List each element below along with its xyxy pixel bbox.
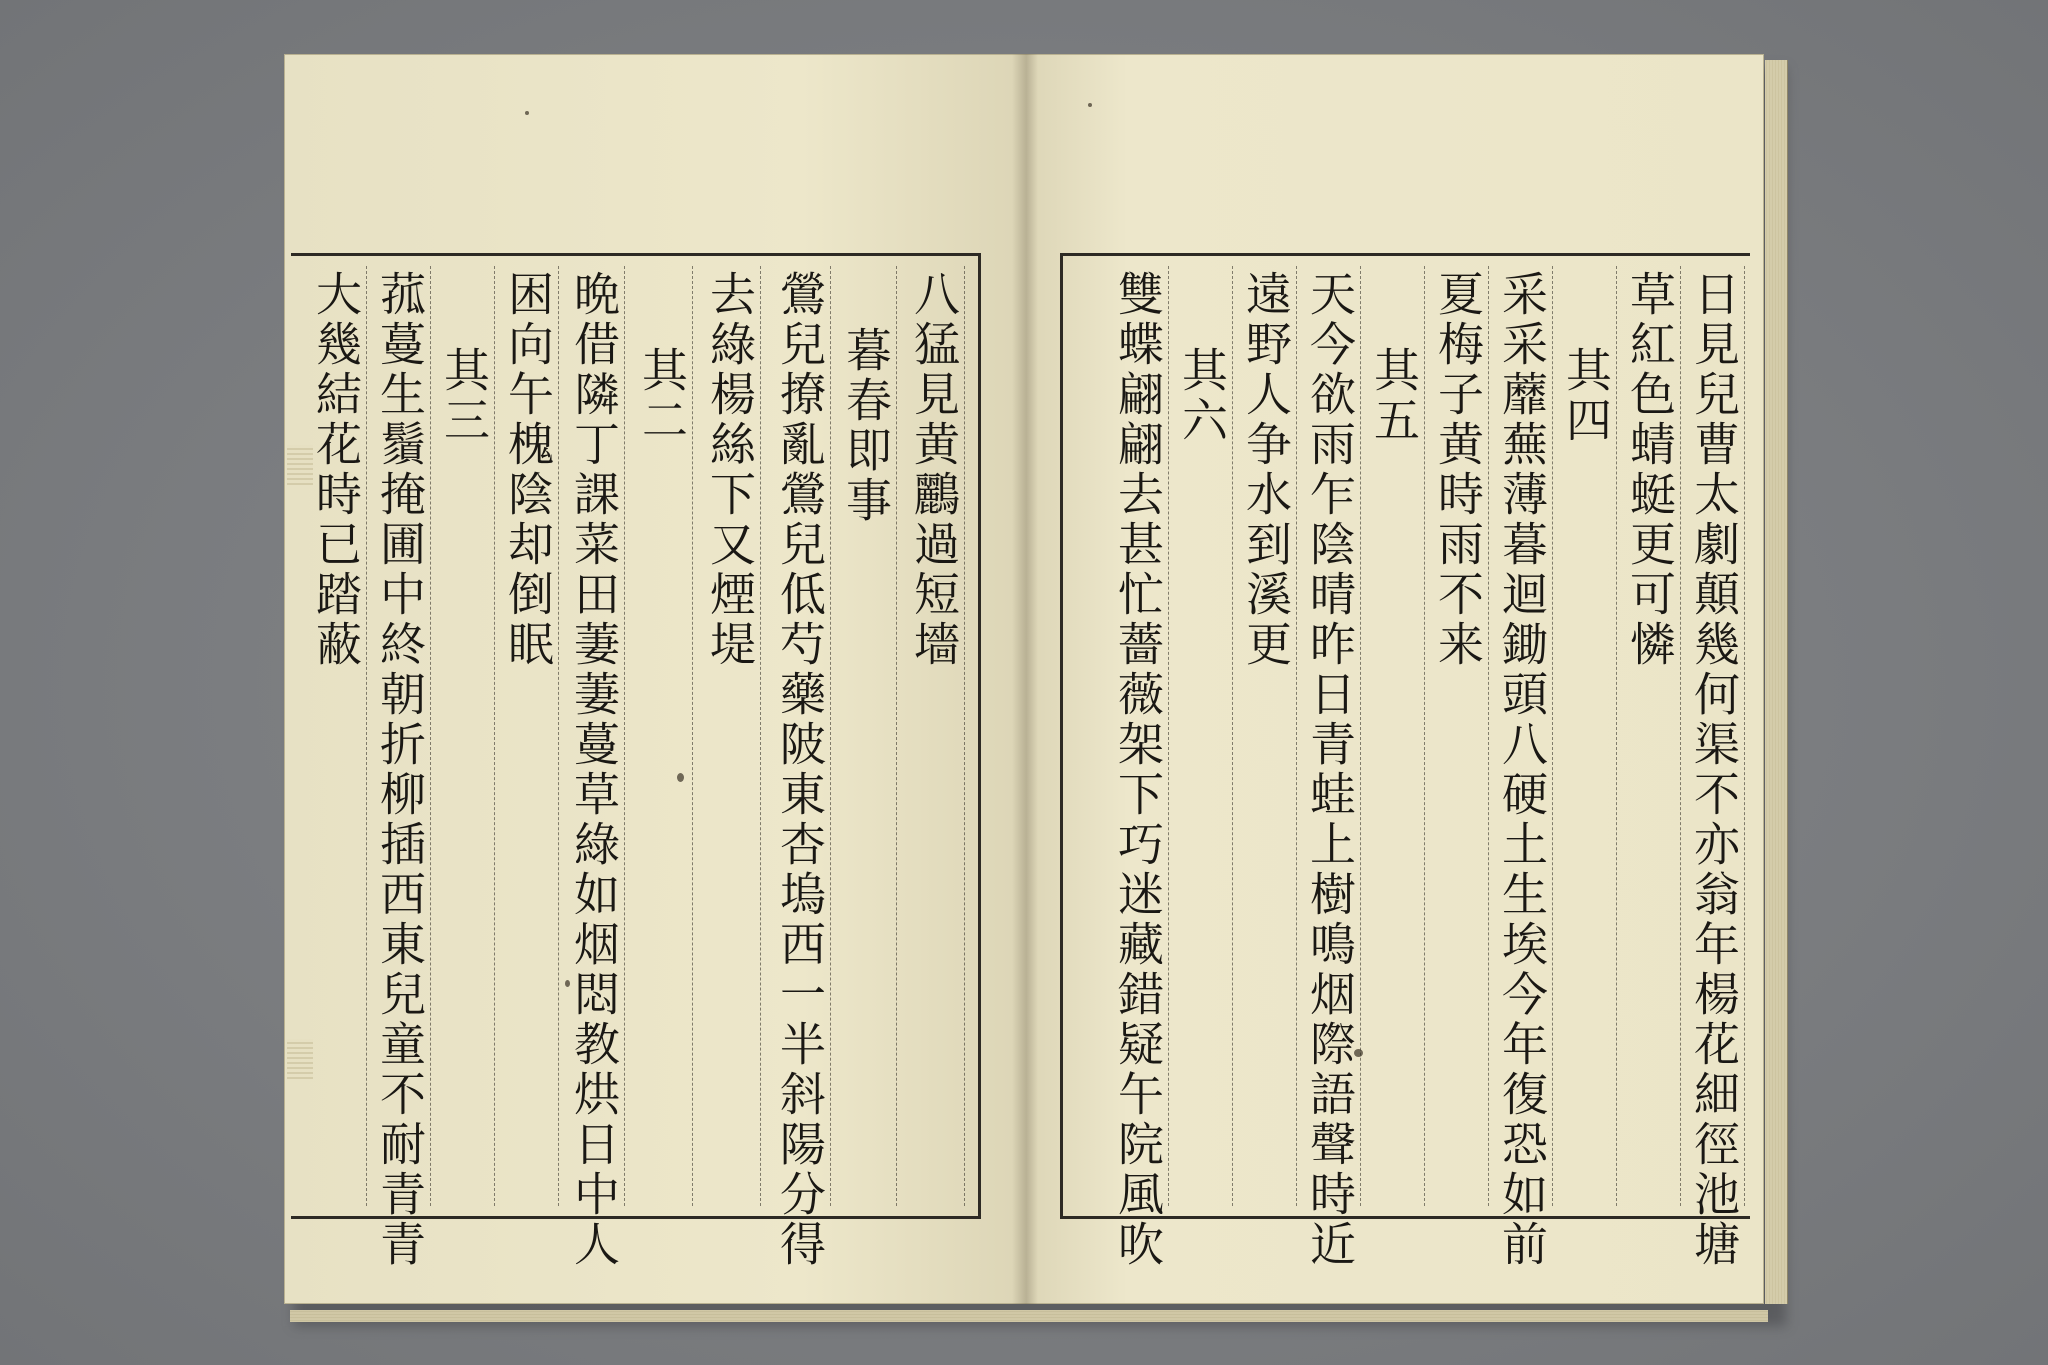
right-print-frame [1060, 253, 1750, 1270]
text-column [1171, 256, 1233, 1216]
text-column [1427, 256, 1489, 1216]
text-column [631, 256, 693, 1216]
book-bottom-edge [290, 1310, 1768, 1322]
text-column [769, 256, 831, 1270]
text-column [369, 256, 431, 1270]
poem-line: 鶯兒撩亂鶯兒低芍藥陂東杏塢西一半斜陽分得 [773, 270, 827, 1270]
poem-line: 晩借隣丁課菜田萋萋蔓草綠如烟悶教烘日中人 [567, 270, 621, 1270]
text-column [1107, 256, 1169, 1270]
text-column [433, 256, 495, 1216]
poem-line: 菰蔓生鬚掩圃中終朝折柳插西東兒童不耐青青 [373, 270, 427, 1270]
poem-line: 困向午槐陰却倒眠 [501, 270, 555, 670]
poem-line: 采采蘼蕪薄暮迴鋤頭八硬土生埃今年復恐如前 [1495, 270, 1549, 1270]
poem-line: 遠野人争水到溪更 [1239, 270, 1293, 670]
poem-title: 暮春即事 [839, 326, 893, 526]
text-column [699, 256, 761, 1216]
poem-heading: 其三 [437, 346, 491, 446]
poem-line: 去綠楊絲下又煙堤 [703, 270, 757, 670]
poem-line: 天今欲雨乍陰晴昨日青蛙上樹鳴烟際語聲時近 [1303, 270, 1357, 1270]
book-gutter [1012, 54, 1038, 1304]
open-book [284, 54, 1774, 1314]
paper-speck [1088, 103, 1092, 107]
text-column [1363, 256, 1425, 1216]
poem-heading: 其六 [1175, 346, 1229, 446]
poem-heading: 其五 [1367, 346, 1421, 446]
text-column [305, 256, 367, 1216]
book-fore-edge [1765, 60, 1788, 1304]
text-column [1683, 256, 1745, 1270]
text-column [497, 256, 559, 1216]
text-column [903, 256, 965, 1216]
poem-line: 夏梅子黄時雨不来 [1431, 270, 1485, 670]
text-column [1235, 256, 1297, 1216]
poem-line: 雙蝶翩翩去甚忙薔薇架下巧迷藏錯疑午院風吹 [1111, 270, 1165, 1270]
text-column [835, 256, 897, 1216]
text-column [1299, 256, 1361, 1270]
poem-heading: 其二 [635, 346, 689, 446]
poem-heading: 其四 [1559, 346, 1613, 446]
right-page [1024, 54, 1764, 1304]
text-column [1555, 256, 1617, 1216]
poem-line: 日見兒曹太劇顛幾何渠不亦翁年楊花細徑池塘 [1687, 270, 1741, 1270]
text-column [1619, 256, 1681, 1216]
poem-line: 八猛見黄鸝過短墻 [907, 270, 961, 670]
left-page [284, 54, 1024, 1304]
poem-line: 草紅色蜻蜓更可憐 [1623, 270, 1677, 670]
paper-speck [525, 111, 529, 115]
left-print-frame [291, 253, 981, 1270]
text-column [563, 256, 625, 1270]
poem-line: 大幾結花時已踏蔽 [309, 270, 363, 670]
text-column [1491, 256, 1553, 1270]
